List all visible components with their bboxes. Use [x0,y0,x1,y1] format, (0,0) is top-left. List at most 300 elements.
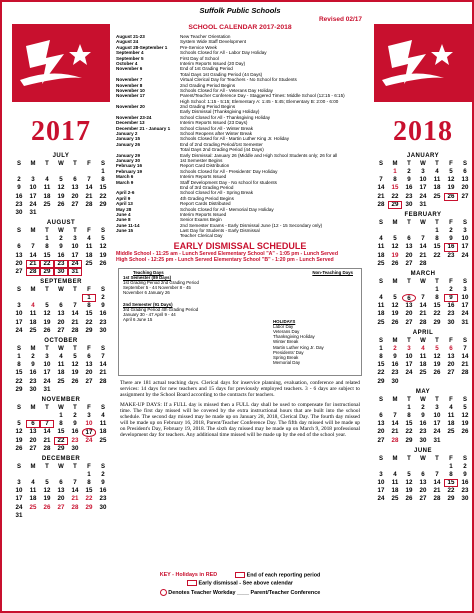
day-cell: 17 [43,369,51,377]
weekday-label: S [462,278,467,285]
day-cell: 24 [15,503,23,511]
day-cell: 25 [99,436,107,444]
day-cell [444,201,458,209]
weekday-label: T [73,287,77,294]
day-cell: 6 [449,344,453,352]
day-cell: 12 [43,487,51,495]
day-cell: 20 [419,487,427,495]
month-title: AUGUST [46,220,76,227]
day-cell: 2 [59,235,63,243]
day-cell: 31 [419,200,427,208]
day-cell: 19 [461,420,469,428]
day-cell [12,168,26,176]
day-cell: 3 [379,470,383,478]
day-cell: 18 [99,428,107,436]
day-cell [26,168,40,176]
day-cell: 5 [73,353,77,360]
day-cell: 3 [463,226,467,234]
day-cell: 6 [26,420,40,428]
day-cell: 8 [87,479,91,487]
weekday-label: M [30,287,36,294]
day-cell: 18 [43,192,51,200]
day-cell: 29 [99,200,107,208]
day-cell [12,294,26,302]
weekday-label: F [449,219,453,226]
day-cell: 29 [377,377,385,385]
day-cell: 18 [29,318,37,326]
day-cell [402,378,416,386]
early-dismissal-title: EARLY DISMISSAL SCHEDULE [173,240,307,251]
day-cell [26,235,40,243]
day-cell: 8 [45,243,49,251]
day-cell: 28 [99,377,107,385]
day-cell: 25 [85,259,93,267]
day-cell: 22 [447,487,455,495]
day-cell [68,512,82,520]
day-cell: 13 [447,353,455,360]
weekday-label: W [420,455,426,462]
day-cell: 25 [377,259,385,267]
event-date: November 10 [116,87,145,93]
week-row [12,310,110,318]
weekday-label: S [462,219,467,226]
day-cell [26,512,40,520]
weekday-label: T [435,278,439,285]
day-cell [40,168,54,176]
legend-end-period: End of each reporting period [246,572,321,579]
day-cell [388,227,402,235]
week-row [12,479,110,487]
day-cell [96,209,110,217]
weekday-header [374,337,472,345]
day-cell: 20 [71,192,79,200]
day-cell: 6 [407,235,411,243]
day-cell: 29 [85,503,93,511]
semester-2: 2nd Semester (91 Days) [123,301,173,307]
day-cell: 29 [40,268,54,276]
day-cell: 14 [71,310,79,318]
week-row [374,487,472,495]
week-row [12,176,110,184]
day-cell: 16 [419,420,427,428]
legend-early: Early dismissal - See above calendar [198,580,293,587]
day-cell: 13 [405,302,413,310]
day-cell [68,386,82,394]
day-cell: 27 [85,377,93,385]
day-cell: 26 [43,326,51,334]
day-cell: 22 [15,377,23,385]
day-cell: 16 [71,428,79,436]
day-cell: 1 [393,168,397,175]
day-cell: 1 [45,235,49,243]
week-row [374,319,472,327]
day-cell: 27 [29,444,37,452]
day-cell: 5 [435,344,439,352]
weekday-label: T [45,404,49,411]
event-text: School Closed for All - Thanksgiving Holiday [180,114,271,120]
weekday-label: T [407,396,411,403]
day-cell: 27 [461,192,469,200]
day-cell: 5 [407,470,411,478]
day-cell: 31 [15,511,23,519]
week-row [374,168,472,176]
event-date: November 23-24 [116,114,152,120]
week-row [374,495,472,503]
day-cell: 20 [15,259,23,267]
day-cell: 9 [463,470,467,478]
day-cell: 12 [15,428,23,436]
week-row [12,369,110,377]
day-cell [96,445,110,453]
day-cell: 30 [447,318,455,326]
weekday-label: F [87,346,91,352]
day-cell: 10 [85,420,93,428]
day-cell: 12 [433,353,441,360]
weekday-label: M [30,228,36,235]
day-cell: 29 [57,444,65,452]
day-cell: 16 [444,243,458,251]
school-logo [12,24,110,102]
day-cell: 17 [461,243,469,251]
holiday-item: Veterans Day [273,329,300,335]
day-cell: 27 [71,200,79,208]
day-cell: 28 [26,268,40,276]
day-cell [40,209,54,217]
day-cell: 11 [29,310,37,318]
month-june [374,447,472,504]
day-cell: 4 [393,470,397,478]
day-cell: 3 [407,344,411,352]
day-cell: 2 [463,462,467,470]
week-row [12,428,110,436]
day-cell: 6 [421,470,425,478]
day-cell: 15 [433,243,441,251]
day-cell: 8 [379,353,383,360]
day-cell: 2 [101,294,105,302]
weekday-label: T [73,404,77,411]
day-cell: 12 [461,411,469,419]
weekday-label: T [73,346,77,352]
event-date: January 26 [116,141,141,147]
event-text: Interim Reports Issued [180,174,227,180]
day-cell: 14 [71,487,79,495]
day-cell: 29 [433,318,441,326]
day-cell: 16 [99,310,107,318]
event-text: School Closed for All - Spring Break [180,190,254,196]
day-cell: 27 [405,259,413,267]
day-cell: 27 [405,318,413,326]
day-cell [458,201,472,209]
event-text: End of 3rd Grading Period [180,184,234,190]
event-text: 4th Grading Period Begins [180,195,234,201]
day-cell: 23 [99,318,107,326]
sem2-row: April 6 June 15 [123,317,153,323]
day-cell: 3 [17,479,21,487]
day-cell: 12 [43,310,51,318]
day-cell: 2 [449,285,453,293]
holiday-item: Labor Day [273,323,294,329]
day-cell: 5 [101,235,105,243]
day-cell: 18 [85,251,93,259]
event-date: September 5 [116,55,144,61]
day-cell: 31 [43,385,51,393]
day-cell: 14 [85,184,93,192]
day-cell: 4 [45,176,49,184]
day-cell: 27 [15,267,23,275]
day-cell: 22 [391,192,399,200]
weekday-label: S [462,396,467,403]
day-cell: 18 [57,369,65,377]
day-cell: 11 [433,176,441,184]
day-cell: 28 [433,495,441,503]
day-cell: 7 [73,479,77,487]
day-cell [40,412,54,420]
day-cell: 1 [101,168,105,175]
day-cell: 16 [391,361,399,369]
event-date: March 6 [116,174,134,180]
day-cell [12,235,26,243]
event-text: Last Day for Students - Early Dismissal [180,228,260,234]
legend-workday: Denotes Teacher Workday ____ Parent/Teacher Conference [168,589,321,596]
day-cell: 8 [393,176,397,184]
day-cell: 21 [71,495,79,503]
weekday-label: F [87,161,91,167]
day-cell: 3 [87,411,91,419]
day-cell: 22 [85,495,93,503]
day-cell: 22 [85,318,93,326]
day-cell: 2 [421,403,425,411]
day-cell: 16 [99,487,107,495]
day-cell: 30 [391,377,399,385]
month-title: APRIL [412,329,434,336]
day-cell: 27 [377,436,385,444]
month-december [12,455,110,520]
event-date: January 15 [116,136,141,142]
day-cell: 9 [421,411,425,419]
event-text: First Day of School [180,55,219,61]
event-date: August 21-23 [116,34,145,39]
month-october [12,337,110,394]
day-cell: 24 [461,251,469,259]
week-row [374,471,472,479]
day-cell [82,268,96,276]
event-date: February 16 [116,163,143,169]
day-cell: 21 [43,436,51,444]
weekday-header [12,404,110,412]
weekday-label: F [449,278,453,285]
day-cell: 24 [68,260,82,268]
event-date: December 13 [116,120,145,126]
day-cell: 1 [87,470,91,478]
day-cell [416,378,430,386]
day-cell: 4 [31,479,35,487]
day-cell: 20 [57,318,65,326]
event-text: High School: 1:15 - 5:15; Elementary A: 1:45 - 5:45; Elementary B: 2:00 - 6:00 [180,98,339,104]
day-cell: 24 [15,326,23,334]
day-cell: 23 [447,251,455,259]
center-column [112,4,368,610]
event-text: Interim Reports Issued (20 Day) [180,60,246,66]
weekday-label: S [462,337,467,344]
month-title: OCTOBER [44,338,78,344]
day-cell [444,437,458,445]
day-cell: 30 [15,208,23,216]
holiday-item: Presidents' Day [273,349,304,355]
holiday-item: Memorial Day [273,360,301,366]
day-cell: 5 [45,302,49,310]
day-cell [82,209,96,217]
weekday-label: T [435,396,439,403]
weekday-label: W [58,161,64,167]
weekday-header [12,160,110,168]
weekday-label: T [435,219,439,226]
day-cell: 3 [17,302,21,310]
day-cell: 4 [101,411,105,419]
event-date: September 4 [116,50,144,56]
day-cell: 11 [57,361,65,369]
day-cell: 21 [377,192,385,200]
day-cell: 25 [29,503,37,511]
event-text: Parent/Teacher Conference Day - Staggered Times: Middle School (12:15 - 6:15) [180,93,345,99]
weekday-label: T [45,228,49,235]
weekday-header [374,160,472,168]
day-cell [402,286,416,294]
day-cell: 26 [15,444,23,452]
weekday-label: S [100,161,105,167]
month-title: MAY [415,388,431,395]
weekday-label: T [73,228,77,235]
day-cell: 14 [433,479,441,487]
day-cell: 28 [43,444,51,452]
day-cell [54,209,68,217]
day-cell: 25 [447,428,455,436]
holiday-item: Winter Break [273,339,299,345]
day-cell [82,168,96,176]
day-cell: 16 [461,479,469,487]
info-paragraph: There are 181 actual teaching days. Clerical days for inservice planning, evaluation, conference and related services: 14 days for new teachers and 15 days for previously employed teachers. 3 - 6 days are subject to assignment by the School Board according to the contracts for teachers. [120,379,360,398]
day-cell: 14 [29,251,37,259]
day-cell: 23 [15,200,23,208]
day-cell: 6 [59,479,63,487]
day-cell: 15 [57,428,65,436]
day-cell: 6 [379,411,383,419]
day-cell: 8 [101,176,105,184]
day-cell: 29 [15,385,23,393]
day-cell: 15 [15,369,23,377]
day-cell: 12 [391,243,399,251]
day-cell: 2 [101,470,105,478]
day-cell: 30 [405,200,413,208]
teaching-days-header: Teaching Days [133,269,164,275]
month-november [12,396,110,453]
day-cell: 12 [405,479,413,487]
day-cell: 13 [29,428,37,436]
day-cell [416,286,430,294]
day-cell [54,294,68,302]
week-row [374,227,472,235]
day-cell: 8 [435,235,439,243]
weekday-label: T [45,346,49,352]
month-september [12,278,110,335]
day-cell: 15 [85,487,93,495]
sem2-row: 3rd Grading Period 4th Grading Period [123,306,199,312]
event-date: August 24 [116,39,139,45]
weekday-label: T [407,219,411,226]
event-text: School Reopens after Winter Break [180,131,253,137]
day-cell: 20 [461,184,469,192]
event-date: June 8 [116,217,131,223]
day-cell: 14 [391,420,399,428]
day-cell: 8 [87,302,91,310]
day-cell: 12 [99,243,107,251]
day-cell [68,209,82,217]
week-row [12,209,110,217]
day-cell [444,378,458,386]
weekday-label: F [449,396,453,403]
day-cell: 14 [419,302,427,310]
weekday-label: W [420,278,426,285]
day-cell: 27 [57,326,65,334]
week-row [12,412,110,420]
day-cell: 26 [71,377,79,385]
day-cell: 23 [391,369,399,377]
box-icon [235,572,245,578]
day-cell: 19 [43,318,51,326]
day-cell: 31 [68,268,82,276]
day-cell: 9 [101,302,105,310]
day-cell: 24 [433,428,441,436]
weekday-label: F [449,161,453,167]
day-cell [416,463,430,471]
weekday-label: S [378,278,383,285]
week-row [374,463,472,471]
day-cell: 3 [73,235,77,243]
day-cell: 23 [405,192,413,200]
event-date: October 4 [116,60,138,66]
day-cell: 1 [17,353,21,360]
weekday-label: S [378,337,383,344]
day-cell: 10 [71,243,79,251]
day-cell: 17 [71,251,79,259]
day-cell: 22 [40,260,54,268]
day-cell: 12 [447,176,455,184]
day-cell: 19 [43,495,51,503]
day-cell: 19 [433,361,441,369]
day-cell: 23 [29,377,37,385]
day-cell: 26 [391,318,399,326]
day-cell: 24 [85,436,93,444]
week-row [374,252,472,260]
day-cell: 26 [391,259,399,267]
weekday-label: S [378,455,383,462]
day-cell: 27 [419,495,427,503]
day-cell: 20 [405,310,413,318]
event-date: November 20 [116,104,145,110]
week-row [374,345,472,353]
weekday-label: S [378,161,383,167]
day-cell: 10 [377,479,385,487]
non-teaching-header: Non-Teaching Days [312,269,353,275]
day-cell: 26 [461,428,469,436]
week-row [12,361,110,369]
day-cell: 26 [99,259,107,267]
day-cell: 19 [15,436,23,444]
weekday-label: S [100,463,105,470]
weekday-header [12,463,110,471]
month-title: MARCH [410,270,436,277]
weekday-label: S [462,455,467,462]
weekday-header [12,345,110,353]
